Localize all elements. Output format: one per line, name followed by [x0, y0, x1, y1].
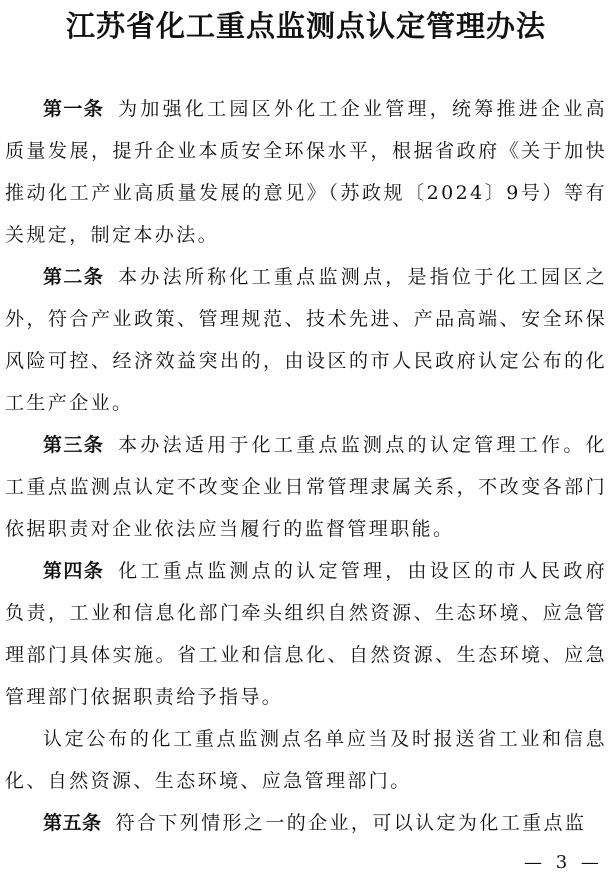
article-text: 为加强化工园区外化工企业管理，统筹推进企业高质量发展，提升企业本质安全环保水平，根据省政府《关于加快推动化工产业高质量发展的意见》（苏政规〔2024〕9号）等有关规定，制定本办法。: [5, 98, 607, 246]
article-text: 本办法所称化工重点监测点，是指位于化工园区之外，符合产业政策、管理规范、技术先进、产品高端、安全环保风险可控、经济效益突出的，由设区的市人民政府认定公布的化工生产企业。: [5, 266, 607, 414]
page-number: — 3 —: [524, 852, 603, 873]
article-4-continuation: [5, 718, 607, 802]
document-body: [5, 88, 607, 844]
article-label: 第二条: [43, 266, 105, 288]
article-label: 第四条: [43, 560, 105, 582]
article-text: 本办法适用于化工重点监测点的认定管理工作。化工重点监测点认定不改变企业日常管理隶属关系，不改变各部门依据职责对企业依法应当履行的监督管理职能。: [5, 434, 607, 540]
document-title: 江苏省化工重点监测点认定管理办法: [65, 9, 546, 43]
article-4: [5, 550, 607, 718]
article-1: [5, 88, 607, 256]
article-2: [5, 256, 607, 424]
article-text: 化工重点监测点的认定管理，由设区的市人民政府负责，工业和信息化部门牵头组织自然资源、生态环境、应急管理部门具体实施。省工业和信息化、自然资源、生态环境、应急管理部门依据职责给予指导。: [5, 560, 607, 708]
article-5: [5, 802, 607, 844]
article-label: 第三条: [43, 434, 105, 456]
article-label: 第一条: [43, 98, 105, 120]
paragraph-text: 认定公布的化工重点监测点名单应当及时报送省工业和信息化、自然资源、生态环境、应急管理部门。: [5, 728, 607, 792]
article-label: 第五条: [43, 812, 102, 834]
article-3: [5, 424, 607, 550]
article-text: 符合下列情形之一的企业，可以认定为化工重点监: [115, 812, 587, 834]
